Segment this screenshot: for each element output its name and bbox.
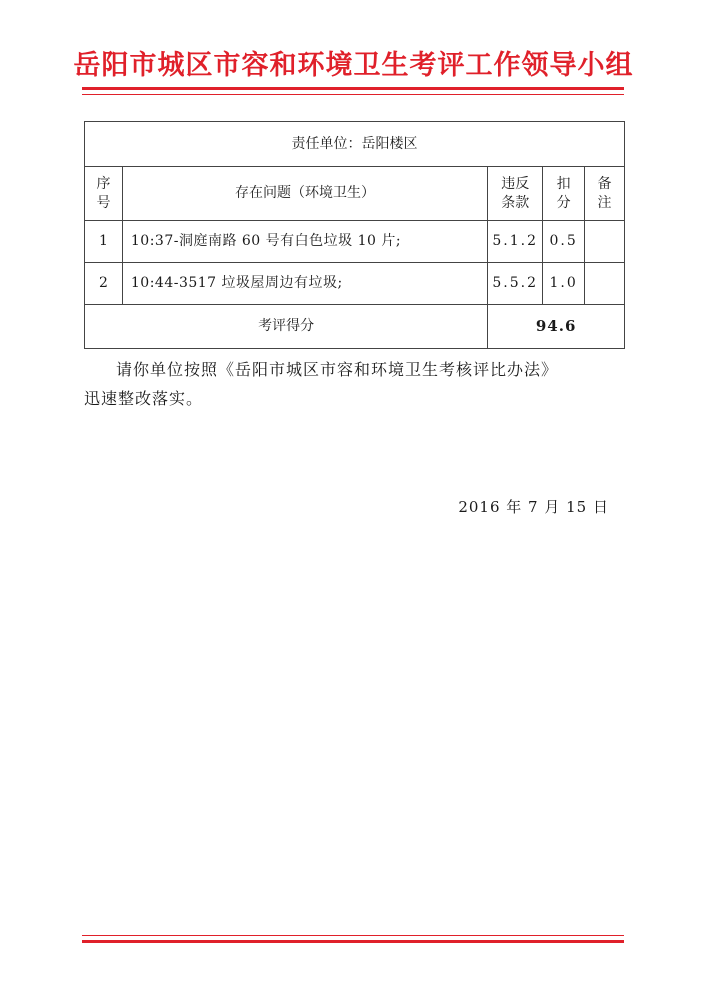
row-serial-number: 2 — [85, 263, 123, 305]
footer-rule-thick — [82, 940, 624, 943]
header-clause-line1: 违反 — [501, 175, 530, 192]
header-clause-line2: 条款 — [501, 194, 530, 211]
row-issue: 10:44-3517 垃圾屋周边有垃圾; — [122, 263, 487, 305]
document-header-title: 岳阳市城区市容和环境卫生考评工作领导小组 — [73, 50, 634, 81]
header-serial-line1: 序 — [96, 175, 111, 192]
table-unit-row — [85, 122, 625, 167]
row-violated-clause: 5.1.2 — [488, 221, 543, 263]
row-deduction: 1.0 — [543, 263, 585, 305]
header-deduction-line2: 分 — [556, 194, 571, 211]
table-row — [85, 263, 625, 305]
header-remarks — [585, 167, 625, 221]
table-row — [85, 221, 625, 263]
instruction-line-1: 请你单位按照《岳阳市城区市容和环境卫生考核评比办法》 — [116, 360, 559, 379]
row-remarks — [585, 221, 625, 263]
header-rule-thin — [82, 94, 624, 95]
row-deduction: 0.5 — [543, 221, 585, 263]
total-score-label: 考评得分 — [85, 305, 488, 349]
responsible-unit-cell: 责任单位：岳阳楼区 — [85, 122, 625, 167]
header-issue: 存在问题（环境卫生） — [122, 167, 487, 221]
row-violated-clause: 5.5.2 — [488, 263, 543, 305]
row-issue: 10:37-洞庭南路 60 号有白色垃圾 10 片; — [122, 221, 487, 263]
header-remarks-line1: 备 — [597, 175, 612, 192]
footer-rule-thin — [82, 935, 624, 936]
instruction-paragraph — [84, 355, 624, 413]
header-remarks-line2: 注 — [597, 194, 612, 211]
header-serial-line2: 号 — [96, 194, 111, 211]
table-header-row — [85, 167, 625, 221]
table-total-row — [85, 305, 625, 349]
row-serial-number: 1 — [85, 221, 123, 263]
row-remarks — [585, 263, 625, 305]
header-deduction-line1: 扣 — [556, 175, 571, 192]
total-score-value: 94.6 — [488, 305, 625, 349]
inspection-score-table — [84, 121, 625, 349]
header-rule-thick — [82, 87, 624, 90]
header-serial-number — [85, 167, 123, 221]
header-deduction — [543, 167, 585, 221]
header-violated-clause — [488, 167, 543, 221]
document-date: 2016 年 7 月 15 日 — [458, 498, 609, 516]
instruction-line-2: 迅速整改落实。 — [84, 389, 204, 408]
